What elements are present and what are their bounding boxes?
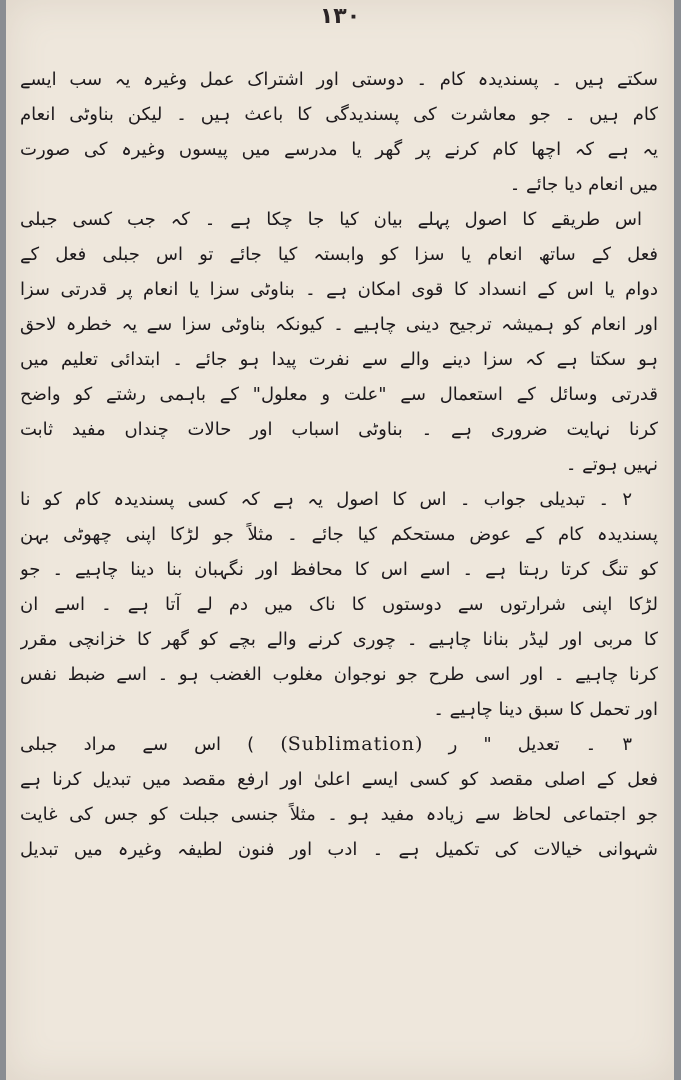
sublimation-term: (Sublimation)	[280, 733, 423, 755]
sublimation-label: ۳ ۔ تعدیل " ر	[448, 734, 632, 755]
text-line: اور تحمل کا سبق دینا چاہیے ۔	[433, 699, 658, 720]
page-number: ۱۳۰	[319, 4, 361, 29]
text-line: کام ہیں ۔ جو معاشرت کی پسندیدگی کا باعث ہیں ۔ لیکن بناوٹی انعام	[20, 104, 658, 125]
text-line: ہو سکتا ہے کہ سزا دینے والے سے نفرت پیدا ہو جائے ۔ ابتدائی تعلیم میں	[20, 349, 658, 370]
text-line: لڑکا اپنی شرارتوں سے دوستوں کا ناک میں دم لے آتا ہے ۔ اسے ان	[20, 594, 658, 615]
text-line: قدرتی وسائل کے استعمال سے "علت و معلول" کے باہمی رشتے کو واضح	[20, 384, 658, 405]
text-line: کرنا نہایت ضروری ہے ۔ بناوٹی اسباب اور حالات چنداں مفید ثابت	[20, 419, 658, 440]
text-line: پسندیدہ کام کے عوض مستحکم کیا جائے ۔ مثلاً جو لڑکا اپنی چھوٹی بہن	[20, 524, 658, 545]
text-line: نہیں ہوتے ۔	[565, 454, 658, 475]
text-line: اس طریقے کا اصول پہلے بیان کیا جا چکا ہے ۔ کہ جب کسی جبلی	[20, 209, 642, 230]
text-line: فعل کے ساتھ انعام یا سزا کو وابستہ کیا جائے تو اس جبلی فعل کے	[20, 244, 658, 265]
text-line: کو تنگ کرتا رہتا ہے ۔ اسے اس کا محافظ اور نگہبان بنا دینا چاہیے ۔ جو	[20, 559, 658, 580]
page-body-text	[20, 62, 658, 867]
sublimation-continuation: ) اس سے مراد جبلی	[20, 734, 255, 755]
text-line: ۲ ۔ تبدیلی جواب ۔ اس کا اصول یہ ہے کہ کسی پسندیدہ کام کو نا	[20, 489, 632, 510]
text-line: دوام یا اس کے انسداد کا قوی امکان ہے ۔ بناوٹی سزا یا انعام پر قدرتی سزا	[20, 279, 658, 300]
text-line: کا مربی اور لیڈر بنانا چاہیے ۔ چوری کرنے والے بچے کو گھر کا خزانچی مقرر	[20, 629, 658, 650]
text-line: اور انعام کو ہمیشہ ترجیح دینی چاہیے ۔ کیونکہ بناوٹی سزا سے یہ خطرہ لاحق	[20, 314, 658, 335]
text-line: فعل کے اصلی مقصد کو کسی ایسے اعلیٰ اور ارفع مقصد میں تبدیل کرنا ہے	[20, 769, 658, 790]
sublimation-heading-line	[20, 727, 658, 762]
book-page	[6, 0, 674, 1080]
text-line: میں انعام دیا جائے ۔	[509, 174, 658, 195]
text-line: کرنا چاہیے ۔ اور اسی طرح جو نوجوان مغلوب الغضب ہو ۔ اسے ضبط نفس	[20, 664, 658, 685]
text-line: جو اجتماعی لحاظ سے زیادہ مفید ہو ۔ مثلاً جنسی جبلت کو جس کی غایت	[20, 804, 658, 825]
text-line: سکتے ہیں ۔ پسندیدہ کام ۔ دوستی اور اشتراک عمل وغیرہ یہ سب ایسے	[20, 69, 658, 90]
text-line: یہ ہے کہ اچھا کام کرنے پر گھر یا مدرسے میں پیسوں وغیرہ کی صورت	[20, 139, 658, 160]
text-line: شہوانی خیالات کی تکمیل ہے ۔ ادب اور فنون لطیفہ وغیرہ میں تبدیل	[20, 839, 658, 860]
